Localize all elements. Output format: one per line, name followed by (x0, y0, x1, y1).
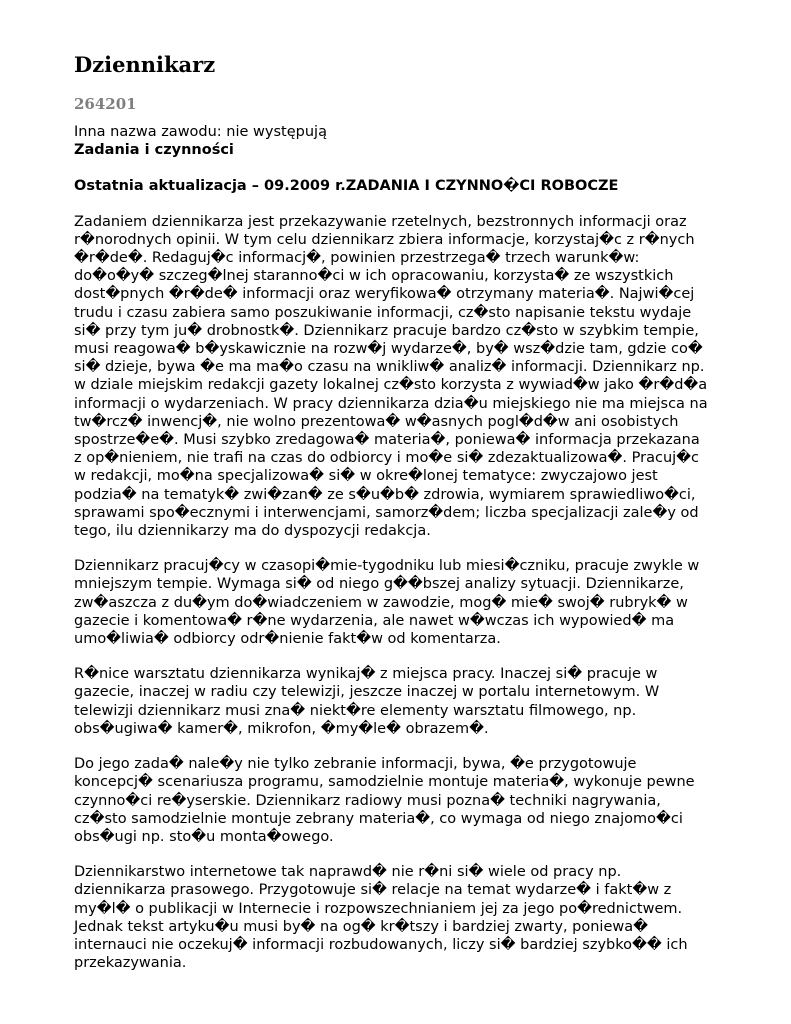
paragraph-1: Zadaniem dziennikarza jest przekazywanie rzetelnych, bezstronnych informacji oraz r�norodnych opinii. W tym celu dziennikarz zbiera informacje, korzystaj�c z r�nych �r�de�. Redaguj�c informacj�, powinien przestrzega� trzech warunk�w: do�o�y� szczeg�lnej staranno�ci w ich opracowaniu, korzysta� ze wszystkich dost�pnych �r�de� informacji oraz weryfikowa� otrzymany materia�. Najwi�cej trudu i czasu zabiera samo poszukiwanie informacji, cz�sto napisanie tekstu wydaje si� przy tym ju� drobnostk�. Dziennikarz pracuje bardzo cz�sto w szybkim tempie, musi reagowa� b�yskawicznie na rozw�j wydarze�, by� wsz�dzie tam, gdzie co� si� dzieje, bywa �e ma ma�o czasu na wnikliw� analiz� informacji. Dziennikarz np. w dziale miejskim redakcji gazety lokalnej cz�sto korzysta z wywiad�w jako �r�d�a informacji o wydarzeniach. W pracy dziennikarza dzia�u miejskiego nie ma miejsca na tw�rcz� inwencj�, nie wolno prezentowa� w�asnych pogl�d�w ani osobistych spostrze�e�. Musi szybko zredagowa� materia�, poniewa� informacja przekazana z op�nieniem, nie trafi na czas do odbiorcy i mo�e si� zdezaktualizowa�. Pracuj�c w redakcji, mo�na specjalizowa� si� w okre�lonej tematyce: zwyczajowo jest podzia� na tematyk� zwi�zan� ze s�u�b� zdrowia, wymiarem sprawiedliwo�ci, sprawami spo�ecznymi i interwencjami, samorz�dem; liczba specjalizacji zale�y od tego, ilu dziennikarzy ma do dyspozycji redakcja. (74, 213, 708, 540)
occupation-code: 264201 (74, 95, 137, 113)
alternate-name: Inna nazwa zawodu: nie występują (74, 124, 327, 140)
document-page (74, 52, 754, 972)
paragraph-2: Dziennikarz pracuj�cy w czasopi�mie-tygodniku lub miesi�czniku, pracuje zwykle w mniejszym tempie. Wymaga si� od niego g��bszej analizy sytuacji. Dziennikarze, zw�aszcza z du�ym do�wiadczeniem w zawodzie, mog� mie� swoj� rubryk� w gazecie i komentowa� r�ne wydarzenia, ale nawet w�wczas ich wypowied� ma umo�liwia� odbiorcy odr�nienie fakt�w od komentarza. (74, 558, 700, 648)
update-line: Ostatnia aktualizacja – 09.2009 r.ZADANIA I CZYNNO�CI ROBOCZE (74, 178, 619, 195)
page-title: Dziennikarz (74, 52, 216, 77)
paragraph-4: Do jego zada� nale�y nie tylko zebranie informacji, bywa, �e przygotowuje koncepcj� scenariusza programu, samodzielnie montuje materia�, wykonuje pewne czynno�ci re�yserskie. Dziennikarz radiowy musi pozna� techniki nagrywania, cz�sto samodzielnie montuje zebrany materia�, co wymaga od niego znajomo�ci obs�ugi np. sto�u monta�owego. (74, 756, 695, 845)
tasks-heading: Zadania i czynności (74, 142, 234, 159)
paragraph-5: Dziennikarstwo internetowe tak naprawd� nie r�ni si� wiele od pracy np. dziennikarza prasowego. Przygotowuje si� relacje na temat wydarze� i fakt�w z my�l� o publikacji w Internecie i rozpowszechnianiem jej za jego po�rednictwem. Jednak tekst artyku�u musi by� na og� kr�tszy i bardziej zwarty, poniewa� internauci nie oczekuj� informacji rozbudowanych, liczy si� bardziej szybko�� ich przekazywania. (74, 864, 688, 972)
paragraph-3: R�nice warsztatu dziennikarza wynikaj� z miejsca pracy. Inaczej si� pracuje w gazecie, inaczej w radiu czy telewizji, jeszcze inaczej w portalu internetowym. W telewizji dziennikarz musi zna� niekt�re elementy warsztatu filmowego, np. obs�ugiwa� kamer�, mikrofon, �my�le� obrazem�. (74, 666, 660, 737)
